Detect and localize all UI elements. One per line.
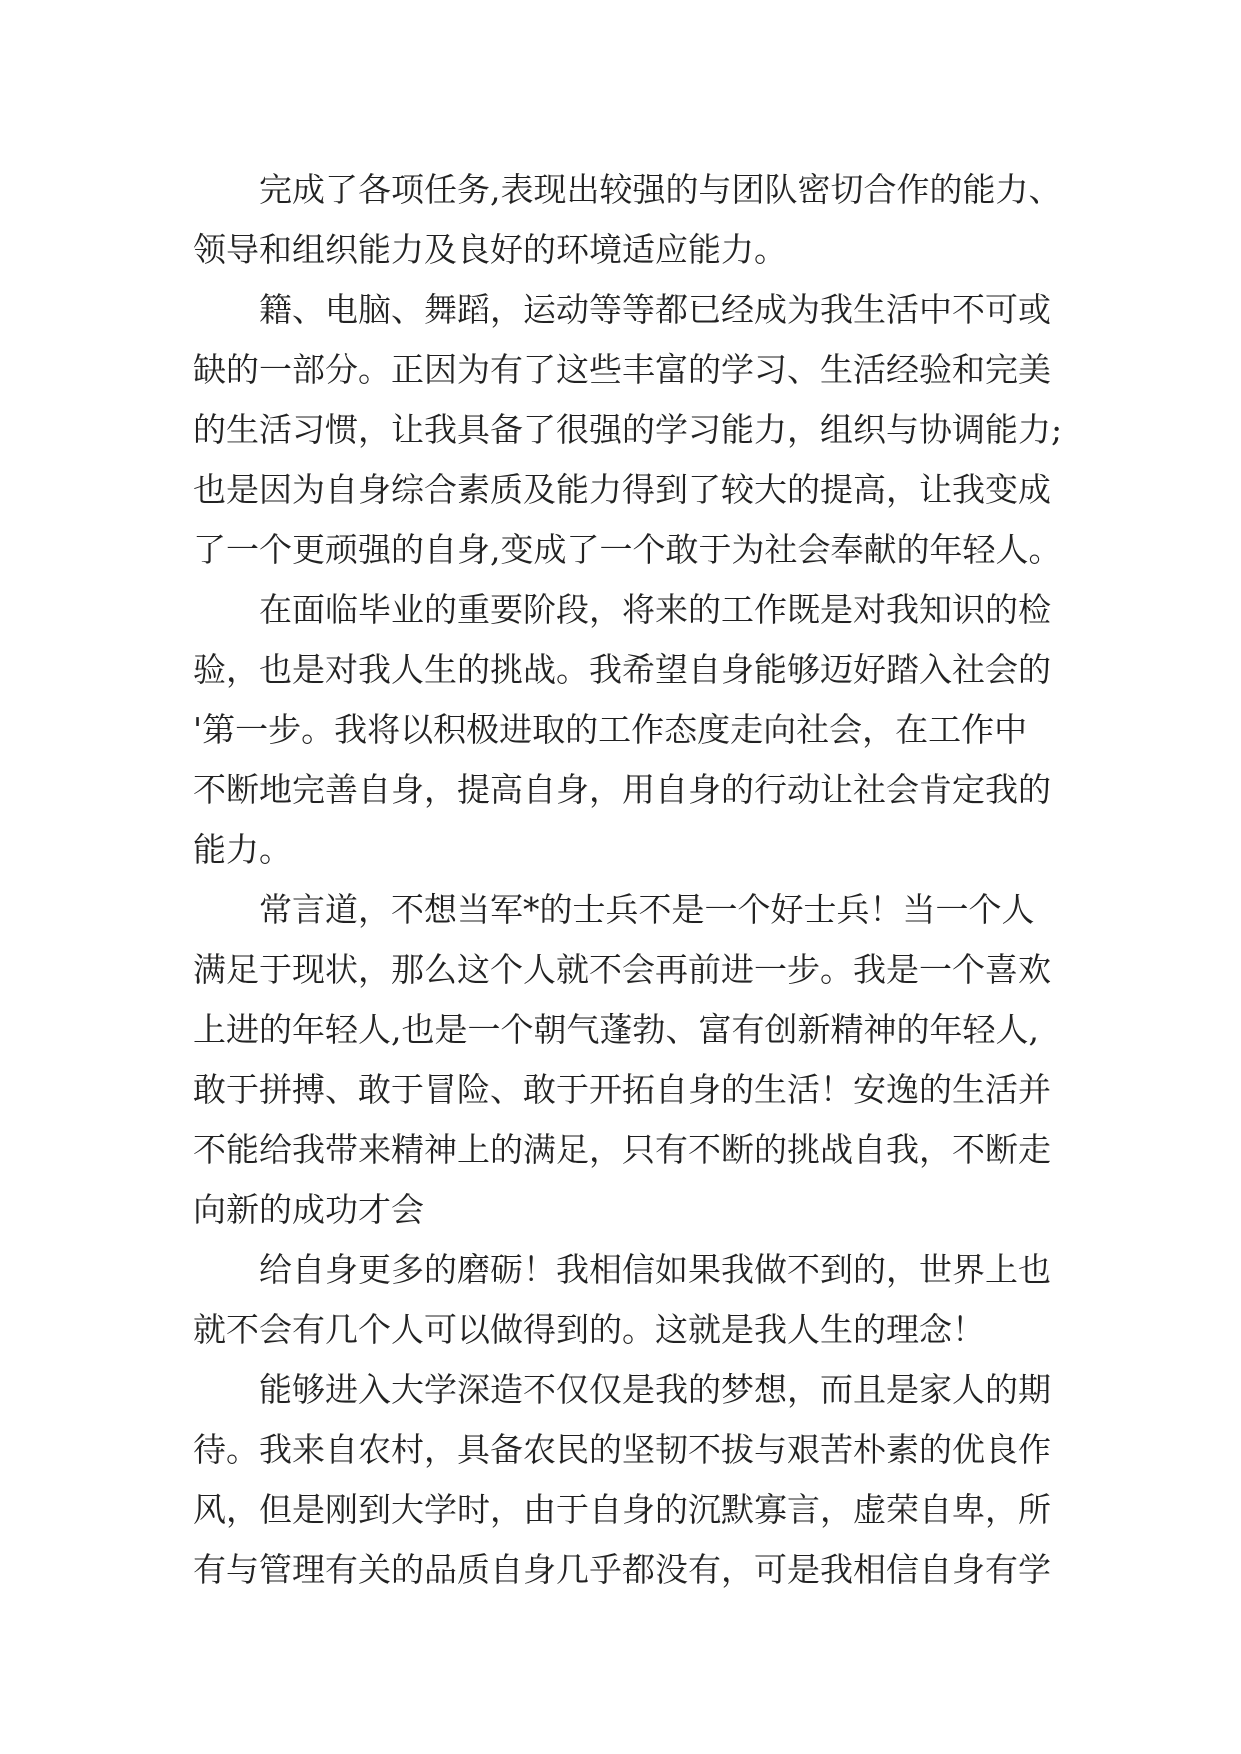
paragraph-3 bbox=[193, 580, 1073, 880]
paragraph-line: 待。我来自农村，具备农民的坚韧不拔与艰苦朴素的优良作 bbox=[193, 1430, 1051, 1469]
paragraph-line: 有与管理有关的品质自身几乎都没有，可是我相信自身有学 bbox=[193, 1550, 1051, 1589]
paragraph-line: 风，但是刚到大学时，由于自身的沉默寡言，虚荣自卑，所 bbox=[193, 1490, 1051, 1529]
paragraph-line: 不能给我带来精神上的满足，只有不断的挑战自我，不断走 bbox=[193, 1130, 1051, 1169]
paragraph-line: 验，也是对我人生的挑战。我希望自身能够迈好踏入社会的 bbox=[193, 650, 1051, 689]
paragraph-line: 敢于拼搏、敢于冒险、敢于开拓自身的生活！安逸的生活并 bbox=[193, 1070, 1051, 1109]
paragraph-line: 在面临毕业的重要阶段，将来的工作既是对我知识的检 bbox=[259, 590, 1051, 629]
paragraph-4 bbox=[193, 880, 1073, 1240]
paragraph-2 bbox=[193, 280, 1073, 580]
paragraph-line: 缺的一部分。正因为有了这些丰富的学习、生活经验和完美 bbox=[193, 350, 1051, 389]
paragraph-line: 了一个更顽强的自身,变成了一个敢于为社会奉献的年轻人。 bbox=[193, 530, 1062, 569]
paragraph-line: 就不会有几个人可以做得到的。这就是我人生的理念！ bbox=[193, 1310, 985, 1349]
document-body bbox=[193, 160, 1073, 1600]
paragraph-line: 向新的成功才会 bbox=[193, 1190, 424, 1229]
paragraph-line: 能够进入大学深造不仅仅是我的梦想，而且是家人的期 bbox=[259, 1370, 1051, 1409]
paragraph-line: 不断地完善自身，提高自身，用自身的行动让社会肯定我的 bbox=[193, 770, 1051, 809]
paragraph-5 bbox=[193, 1240, 1073, 1360]
paragraph-line: 也是因为自身综合素质及能力得到了较大的提高，让我变成 bbox=[193, 470, 1051, 509]
paragraph-line: 的生活习惯，让我具备了很强的学习能力，组织与协调能力; bbox=[193, 410, 1063, 449]
paragraph-line: 上进的年轻人,也是一个朝气蓬勃、富有创新精神的年轻人, bbox=[193, 1010, 1039, 1049]
paragraph-line: 领导和组织能力及良好的环境适应能力。 bbox=[193, 230, 787, 269]
paragraph-line: 完成了各项任务,表现出较强的与团队密切合作的能力、 bbox=[259, 170, 1062, 209]
paragraph-line: 籍、电脑、舞蹈，运动等等都已经成为我生活中不可或 bbox=[259, 290, 1051, 329]
paragraph-6 bbox=[193, 1360, 1073, 1600]
paragraph-line: 能力。 bbox=[193, 830, 292, 869]
paragraph-line: '第一步。我将以积极进取的工作态度走向社会，在工作中 bbox=[193, 710, 1028, 749]
paragraph-line: 满足于现状，那么这个人就不会再前进一步。我是一个喜欢 bbox=[193, 950, 1051, 989]
paragraph-line: 常言道，不想当军*的士兵不是一个好士兵！当一个人 bbox=[259, 890, 1035, 929]
paragraph-1 bbox=[193, 160, 1073, 280]
paragraph-line: 给自身更多的磨砺！我相信如果我做不到的，世界上也 bbox=[259, 1250, 1051, 1289]
